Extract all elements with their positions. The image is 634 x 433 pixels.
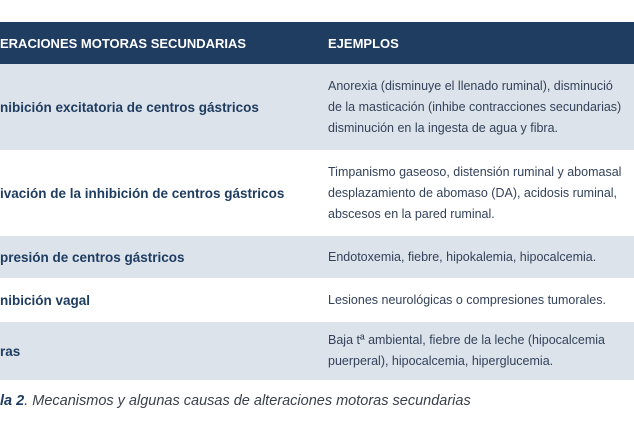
example-line: desplazamiento de abomaso (DA), acidosis ruminal,	[328, 185, 618, 200]
row-examples	[328, 236, 634, 278]
header-mechanism: ERACIONES MOTORAS SECUNDARIAS	[0, 22, 328, 64]
row-examples	[328, 278, 634, 322]
row-examples	[328, 322, 634, 380]
row-mechanism: ras	[0, 322, 328, 380]
table-row	[0, 236, 634, 278]
table-row	[0, 278, 634, 322]
row-examples	[328, 150, 634, 236]
header-examples: EJEMPLOS	[328, 22, 634, 64]
table-caption	[0, 393, 471, 409]
example-line: Baja tª ambiental, fiebre de la leche (hipocalcemia	[328, 333, 606, 347]
example-line: Endotoxemia, fiebre, hipokalemia, hipocalcemia.	[328, 249, 597, 264]
table-header-row	[0, 22, 634, 64]
example-line: Anorexia (disminuye el llenado ruminal), disminució	[328, 78, 613, 93]
example-line: de la masticación (inhibe contracciones secundarias)	[328, 99, 622, 114]
caption-label: la 2	[0, 393, 25, 409]
table-row	[0, 150, 634, 236]
table-row	[0, 322, 634, 380]
caption-text: . Mecanismos y algunas causas de alteraciones motoras secundarias	[24, 393, 471, 409]
row-mechanism: nibición excitatoria de centros gástricos	[0, 64, 328, 150]
row-mechanism: nibición vagal	[0, 278, 328, 322]
row-examples	[328, 64, 634, 150]
table-row	[0, 64, 634, 150]
example-line: Timpanismo gaseoso, distensión ruminal y abomasal	[328, 164, 622, 179]
row-mechanism: presión de centros gástricos	[0, 236, 328, 278]
motor-alterations-table	[0, 22, 634, 380]
example-line: disminución en la ingesta de agua y fibra.	[328, 120, 559, 135]
row-mechanism: ivación de la inhibición de centros gástricos	[0, 150, 328, 236]
example-line: puerperal), hipocalcemia, hiperglucemia.	[328, 354, 554, 368]
example-line: abscesos en la pared ruminal.	[328, 206, 495, 221]
example-line: Lesiones neurológicas o compresiones tumorales.	[328, 292, 606, 307]
